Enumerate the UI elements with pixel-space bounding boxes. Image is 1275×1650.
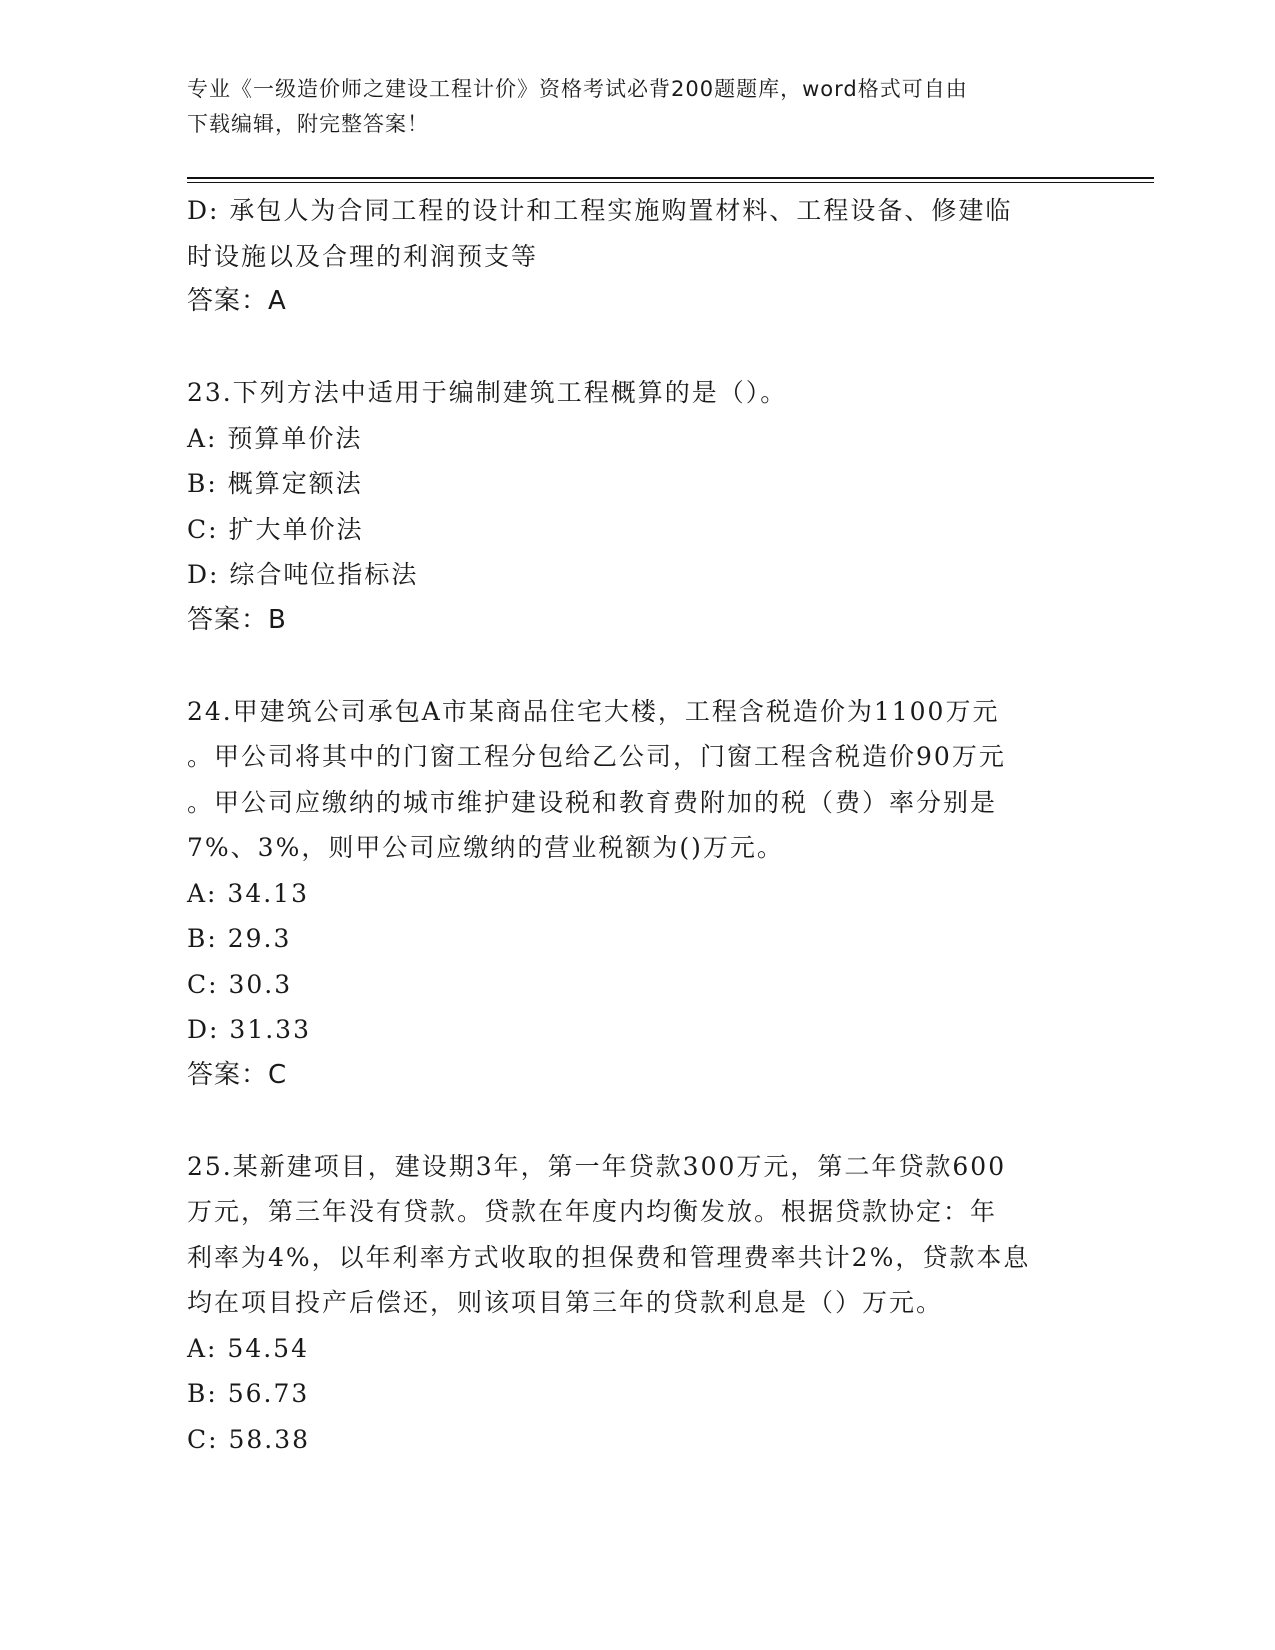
question-stem: 23.下列方法中适用于编制建筑工程概算的是（）。: [187, 378, 788, 407]
question-stem-line: 7%、3%，则甲公司应缴纳的营业税额为()万元。: [187, 833, 784, 862]
option-d: D: 综合吨位指标法: [187, 560, 419, 589]
option-d-continued: 时设施以及合理的利润预支等: [187, 241, 539, 271]
header-rule-thin: [187, 182, 1154, 183]
option-b: B: 概算定额法: [187, 469, 363, 498]
answer-line: 答案：C: [187, 1059, 288, 1090]
option-a: A: 预算单价法: [187, 423, 363, 453]
question-stem-line: 24.甲建筑公司承包A市某商品住宅大楼，工程含税造价为1100万元: [187, 696, 1000, 726]
header-rule-thick: [187, 177, 1154, 179]
question-stem-line: 利率为4%，以年利率方式收取的担保费和管理费率共计2%，贷款本息: [187, 1242, 1031, 1272]
question-stem-line: 25.某新建项目，建设期3年，第一年贷款300万元，第二年贷款600: [187, 1151, 1007, 1181]
header-line-2: 下载编辑，附完整答案！: [187, 112, 429, 136]
spacer: [187, 643, 1087, 689]
option-d: D: 承包人为合同工程的设计和工程实施购置材料、工程设备、修建临: [187, 196, 1013, 225]
page-header: [187, 72, 1087, 142]
prev-question: [187, 188, 1087, 325]
question-24: [187, 689, 1087, 1099]
option-c: C: 扩大单价法: [187, 514, 364, 544]
spacer: [187, 1098, 1087, 1144]
header-line-1: 专业《一级造价师之建设工程计价》资格考试必背200题题库，word格式可自由: [187, 77, 968, 101]
answer-line: 答案：B: [187, 604, 287, 635]
option-b: B: 56.73: [187, 1379, 310, 1408]
question-stem-line: 。甲公司应缴纳的城市维护建设税和教育费附加的税（费）率分别是: [187, 787, 998, 817]
question-stem-line: 万元，第三年没有贷款。贷款在年度内均衡发放。根据贷款协定：年: [187, 1197, 998, 1226]
question-23: [187, 370, 1087, 643]
option-a: A: 54.54: [187, 1333, 309, 1363]
question-list: [187, 188, 1087, 1462]
spacer: [187, 325, 1087, 371]
option-d: D: 31.33: [187, 1015, 311, 1044]
option-c: C: 30.3: [187, 969, 293, 999]
answer-line: 答案：A: [187, 286, 287, 316]
option-a: A: 34.13: [187, 878, 309, 908]
question-25: [187, 1144, 1087, 1463]
option-c: C: 58.38: [187, 1424, 311, 1454]
question-stem-line: 均在项目投产后偿还，则该项目第三年的贷款利息是（）万元。: [187, 1288, 944, 1317]
option-b: B: 29.3: [187, 924, 292, 953]
question-stem-line: 。甲公司将其中的门窗工程分包给乙公司，门窗工程含税造价90万元: [187, 742, 1006, 771]
